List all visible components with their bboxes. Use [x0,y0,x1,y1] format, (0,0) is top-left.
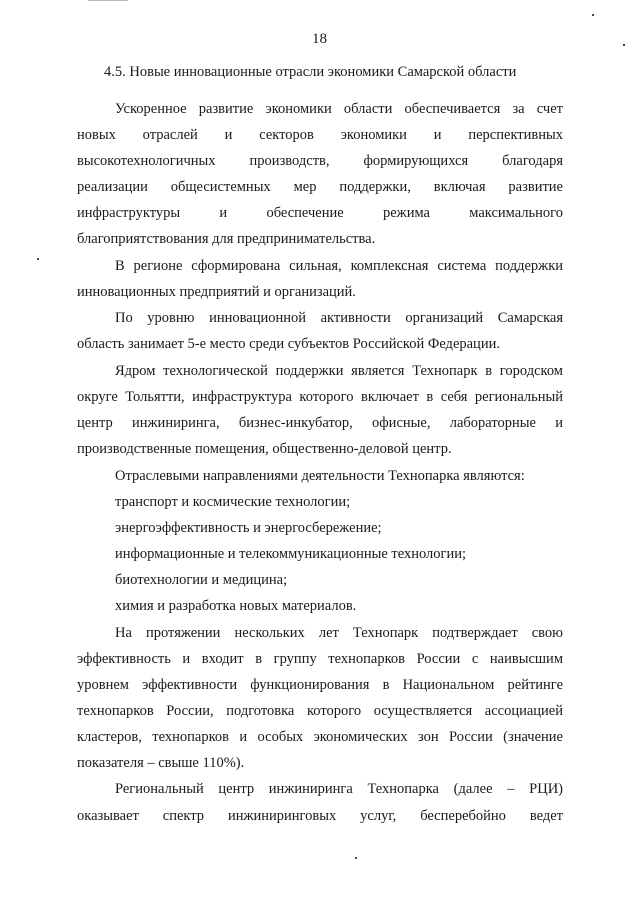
text-line: На протяжении нескольких лет Технопарк подтверждает свою [115,625,563,641]
text-line: инновационных предприятий и организаций. [77,284,356,300]
text-line: По уровню инновационной активности организаций Самарская [115,310,563,326]
section-title: 4.5. Новые инновационные отрасли экономики Самарской области [104,64,517,80]
page-number: 18 [312,31,327,47]
text-line: оказывает спектр инжиниринговых услуг, бесперебойно ведет [77,808,563,824]
text-line: Отраслевыми направлениями деятельности Технопарка являются: [115,468,525,484]
scan-artifact [592,14,594,16]
list-item: химия и разработка новых материалов. [115,598,357,614]
text-line: Ускоренное развитие экономики области обеспечивается за счет [115,101,563,117]
text-line: производственные помещения, общественно-деловой центр. [77,441,452,457]
scan-artifact [37,258,39,260]
text-line: центр инжиниринга, бизнес-инкубатор, офисные, лабораторные и [77,415,563,431]
text-line: кластеров, технопарков и особых экономических зон России (значение [77,729,563,745]
text-line: новых отраслей и секторов экономики и перспективных [77,127,563,143]
text-line: эффективность и входит в группу технопарков России с наивысшим [77,651,563,667]
text-line: Ядром технологической поддержки является Технопарк в городском [115,363,563,379]
text-line: инфраструктуры и обеспечение режима максимального [77,205,563,221]
text-line: показателя – свыше 110%). [77,755,245,771]
list-item: энергоэффективность и энергосбережение; [115,520,382,536]
text-line: высокотехнологичных производств, формирующихся благодаря [77,153,563,169]
text-line: реализации общесистемных мер поддержки, включая развитие [77,179,563,195]
text-line: В регионе сформирована сильная, комплексная система поддержки [115,258,563,274]
text-line: благоприятствования для предпринимательства. [77,231,376,247]
list-item: биотехнологии и медицина; [115,572,288,588]
text-line: уровнем эффективности функционирования в Национальном рейтинге [77,677,563,693]
scan-artifact [88,0,128,1]
text-line: технопарков России, подготовка которого осуществляется ассоциацией [77,703,563,719]
text-line: округе Тольятти, инфраструктура которого включает в себя региональный [77,389,563,405]
text-line: область занимает 5-е место среди субъектов Российской Федерации. [77,336,500,352]
list-item: транспорт и космические технологии; [115,494,351,510]
scan-artifact [355,857,357,859]
text-line: Региональный центр инжиниринга Технопарка (далее – РЦИ) [115,781,563,797]
list-item: информационные и телекоммуникационные технологии; [115,546,467,562]
